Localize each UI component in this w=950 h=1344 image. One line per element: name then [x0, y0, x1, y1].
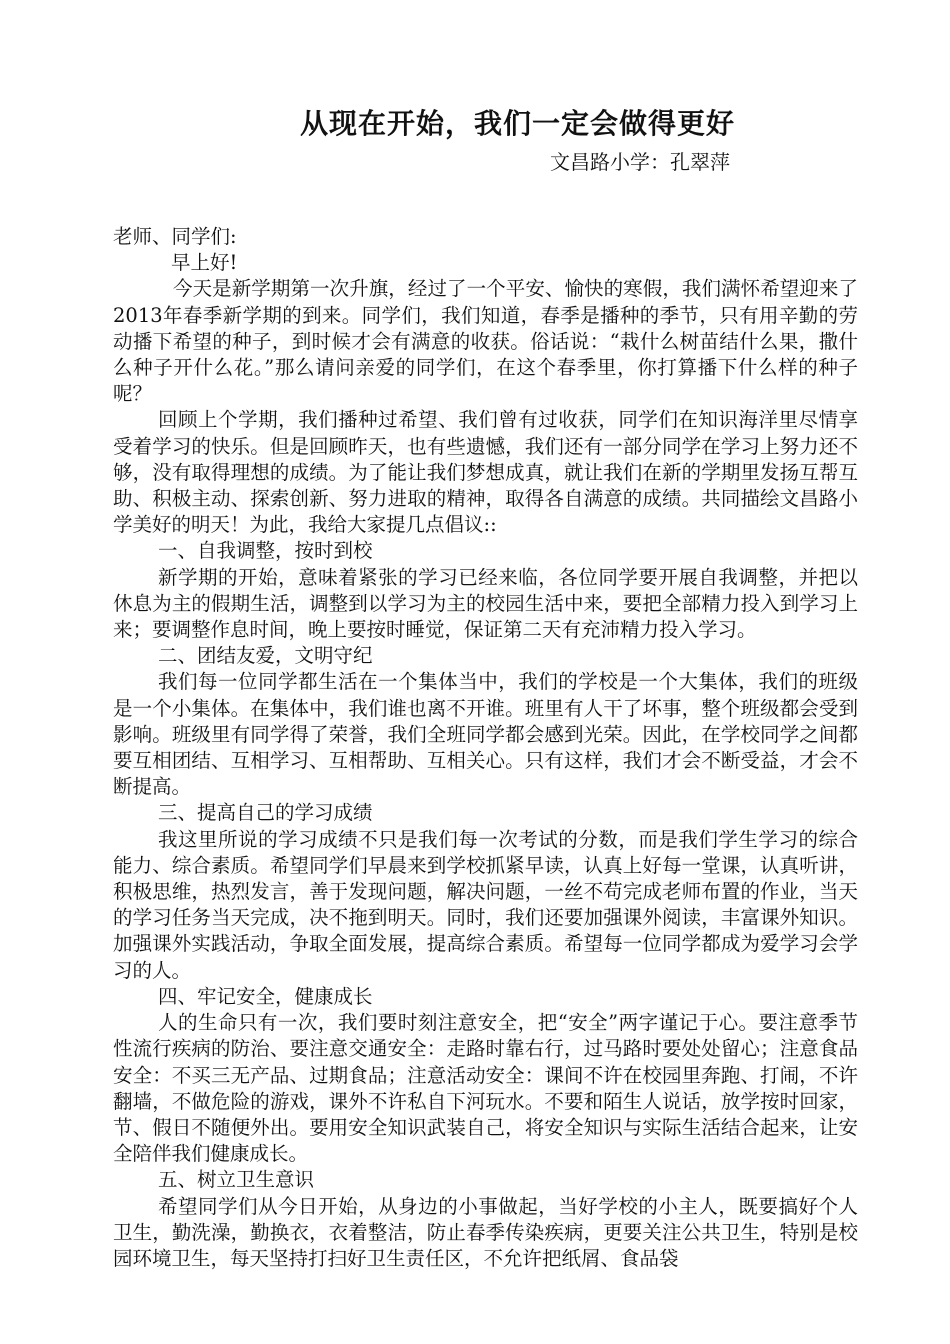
- document-body: [113, 224, 858, 1272]
- greeting: 早上好!: [171, 251, 238, 275]
- paragraph: 人的生命只有一次，我们要时刻注意安全，把“安全”两字谨记于心。要注意季节性流行疾病的防治、要注意交通安全：走路时靠右行，过马路时要处处留心；注意食品安全：不买三无产品、过期食品；注意活动安全：课间不许在校园里奔跑、打闹，不许翻墙，不做危险的游戏，课外不许私自下河玩水。不要和陌生人说话，放学按时回家，节、假日不随便外出。要用安全知识武装自己，将安全知识与实际生活结合起来，让安全陪伴我们健康成长。: [113, 1011, 858, 1166]
- paragraph: 今天是新学期第一次升旗，经过了一个平安、愉快的寒假，我们满怀希望迎来了2013年春季新学期的到来。同学们，我们知道，春季是播种的季节，只有用辛勤的劳动播下希望的种子，到时候才会有满意的收获。俗话说：“栽什么树苗结什么果，撒什么种子开什么花。”那么请问亲爱的同学们，在这个春季里，你打算播下什么样的种子呢？: [113, 277, 858, 406]
- document-author: 文昌路小学：孔翠萍: [550, 150, 730, 174]
- section-heading: 四、牢记安全，健康成长: [158, 984, 373, 1008]
- section-heading: 二、团结友爱，文明守纪: [158, 644, 373, 668]
- paragraph: 回顾上个学期，我们播种过希望、我们曾有过收获，同学们在知识海洋里尽情享受着学习的快乐。但是回顾昨天，也有些遗憾，我们还有一部分同学在学习上努力还不够，没有取得理想的成绩。为了能让我们梦想成真，就让我们在新的学期里发扬互帮互助、积极主动、探索创新、努力进取的精神，取得各自满意的成绩。共同描绘文昌路小学美好的明天！为此，我给大家提几点倡议::: [113, 408, 858, 537]
- section-heading: 五、树立卫生意识: [158, 1168, 315, 1192]
- section-heading: 三、提高自己的学习成绩: [158, 801, 373, 825]
- section-heading: 一、自我调整，按时到校: [158, 539, 373, 563]
- paragraph: 我们每一位同学都生活在一个集体当中，我们的学校是一个大集体，我们的班级是一个小集体。在集体中，我们谁也离不开谁。班里有人干了坏事，整个班级都会受到影响。班级里有同学得了荣誉，我们全班同学都会感到光荣。因此，在学校同学之间都要互相团结、互相学习、互相帮助、互相关心。只有这样，我们才会不断受益，才会不断提高。: [113, 670, 858, 799]
- salutation: 老师、同学们:: [113, 225, 237, 248]
- paragraph: 我这里所说的学习成绩不只是我们每一次考试的分数，而是我们学生学习的综合能力、综合素质。希望同学们早晨来到学校抓紧早读，认真上好每一堂课，认真听讲，积极思维，热烈发言，善于发现问题，解决问题，一丝不苟完成老师布置的作业，当天的学习任务当天完成，决不拖到明天。同时，我们还要加强课外阅读，丰富课外知识。加强课外实践活动，争取全面发展，提高综合素质。希望每一位同学都成为爱学习会学习的人。: [113, 827, 858, 982]
- paragraph: 希望同学们从今日开始，从身边的小事做起，当好学校的小主人，既要搞好个人卫生，勤洗澡，勤换衣，衣着整洁，防止春季传染疾病，更要关注公共卫生，特别是校园环境卫生，每天坚持打扫好卫生责任区，不允许把纸屑、食品袋: [113, 1194, 858, 1270]
- document-title: 从现在开始，我们一定会做得更好: [300, 107, 736, 140]
- paragraph: 新学期的开始，意味着紧张的学习已经来临，各位同学要开展自我调整，并把以休息为主的假期生活，调整到以学习为主的校园生活中来，要把全部精力投入到学习上来；要调整作息时间，晚上要按时睡觉，保证第二天有充沛精力投入学习。: [113, 565, 858, 642]
